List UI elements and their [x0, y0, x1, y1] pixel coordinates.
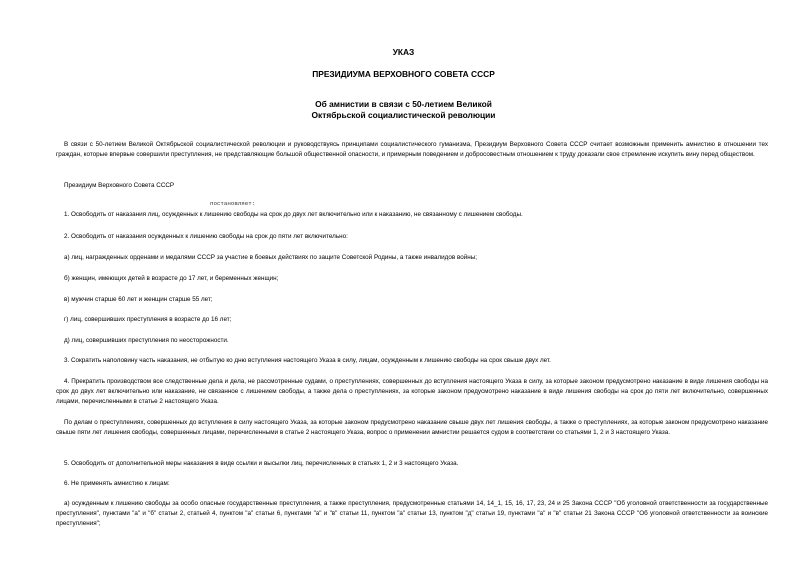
- presidium-line: Президиум Верховного Совета СССР: [64, 182, 175, 189]
- doc-title: УКАЗ: [392, 47, 415, 57]
- decrees-word: постановляет:: [210, 200, 256, 207]
- paragraph-6a: а) осужденным к лишению свободы за особо опасные государственные преступления, а также преступления, предусмотренные статьями 14, 14_1, 15, 16, 17, 23, 24 и 25 Закона СССР "Об уголовной ответственности за государственные преступления", пунктами "а" и "б" статьи 2, статьей 4, пунктом "а" статьи 6, пунктами "а" и "в" статьи 11, пунктом "а" статьи 13, пунктом "д" статьи 19, пунктами "а" и "в" статьи 21 Закона СССР "Об уголовной ответственности за воинские преступления";: [56, 500, 768, 528]
- doc-subtitle-line1: Об амнистии в связи с 50-летием Великой: [315, 99, 492, 109]
- paragraph-2a: а) лиц, награжденных орденами и медалями СССР за участие в боевых действиях по защите Советской Родины, а также инвалидов войны;: [64, 254, 477, 261]
- paragraph-5: 5. Освободить от дополнительной меры наказания в виде ссылки и высылки лиц, перечисленных в статьях 1, 2 и 3 настоящего Указа.: [64, 460, 459, 467]
- doc-subtitle-line2: Октябрьской социалистической революции: [311, 110, 496, 120]
- paragraph-2: 2. Освободить от наказания осужденных к лишению свободы на срок до пяти лет включительно:: [64, 233, 348, 240]
- paragraph-2d: д) лиц, совершивших преступления по неосторожности.: [64, 337, 229, 344]
- paragraph-2b: б) женщин, имеющих детей в возрасте до 17 лет, и беременных женщин;: [64, 275, 279, 282]
- paragraph-3: 3. Сократить наполовину часть наказания, не отбытую ко дню вступления настоящего Указа в силу, лицам, осужденным к лишению свободы на срок свыше двух лет.: [64, 357, 551, 364]
- paragraph-4: 4. Прекратить производством все следственные дела и дела, не рассмотренные судами, о преступлениях, совершенных до вступления настоящего Указа в силу, за которые законом предусмотрено наказание в виде лишения свободы на срок до двух лет включительно или наказание, не связанное с лишением свободы, а также дела о преступлениях, за которые законом предусмотрено наказание в виде лишения свободы на срок до пяти лет включительно, совершенных лицами, перечисленными в статье 2 настоящего Указа.: [56, 378, 768, 406]
- paragraph-1: 1. Освободить от наказания лиц, осужденных к лишению свободы на срок до двух лет включительно или к наказанию, не связанному с лишением свободы.: [64, 211, 523, 218]
- paragraph-6: 6. Не применять амнистию к лицам:: [64, 480, 170, 487]
- doc-issuer: ПРЕЗИДИУМА ВЕРХОВНОГО СОВЕТА СССР: [312, 69, 495, 79]
- preamble-paragraph: В связи с 50-летием Великой Октябрьской социалистической революции и руководствуясь принципами социалистического гуманизма, Президиум Верховного Совета СССР считает возможным применить амнистию в отношении тех граждан, которые впервые совершили преступления, не представляющие большой общественной опасности, и примерным поведением и добросовестным отношением к труду доказали свое стремление искупить вину перед обществом.: [56, 141, 768, 159]
- paragraph-2g: г) лиц, совершивших преступления в возрасте до 16 лет;: [64, 316, 232, 323]
- paragraph-4-continued: По делам о преступлениях, совершенных до вступления в силу настоящего Указа, за которые законом предусмотрено наказание свыше двух лет лишения свободы, а также о преступлениях, за которые законом предусмотрено наказание свыше пяти лет лишения свободы, совершенных лицами, перечисленными в статье 2 настоящего Указа, вопрос о применении амнистии решается судом в соответствии со статьями 1, 2 и 3 настоящего Указа.: [56, 419, 768, 437]
- paragraph-2v: в) мужчин старше 60 лет и женщин старше 55 лет;: [64, 296, 213, 303]
